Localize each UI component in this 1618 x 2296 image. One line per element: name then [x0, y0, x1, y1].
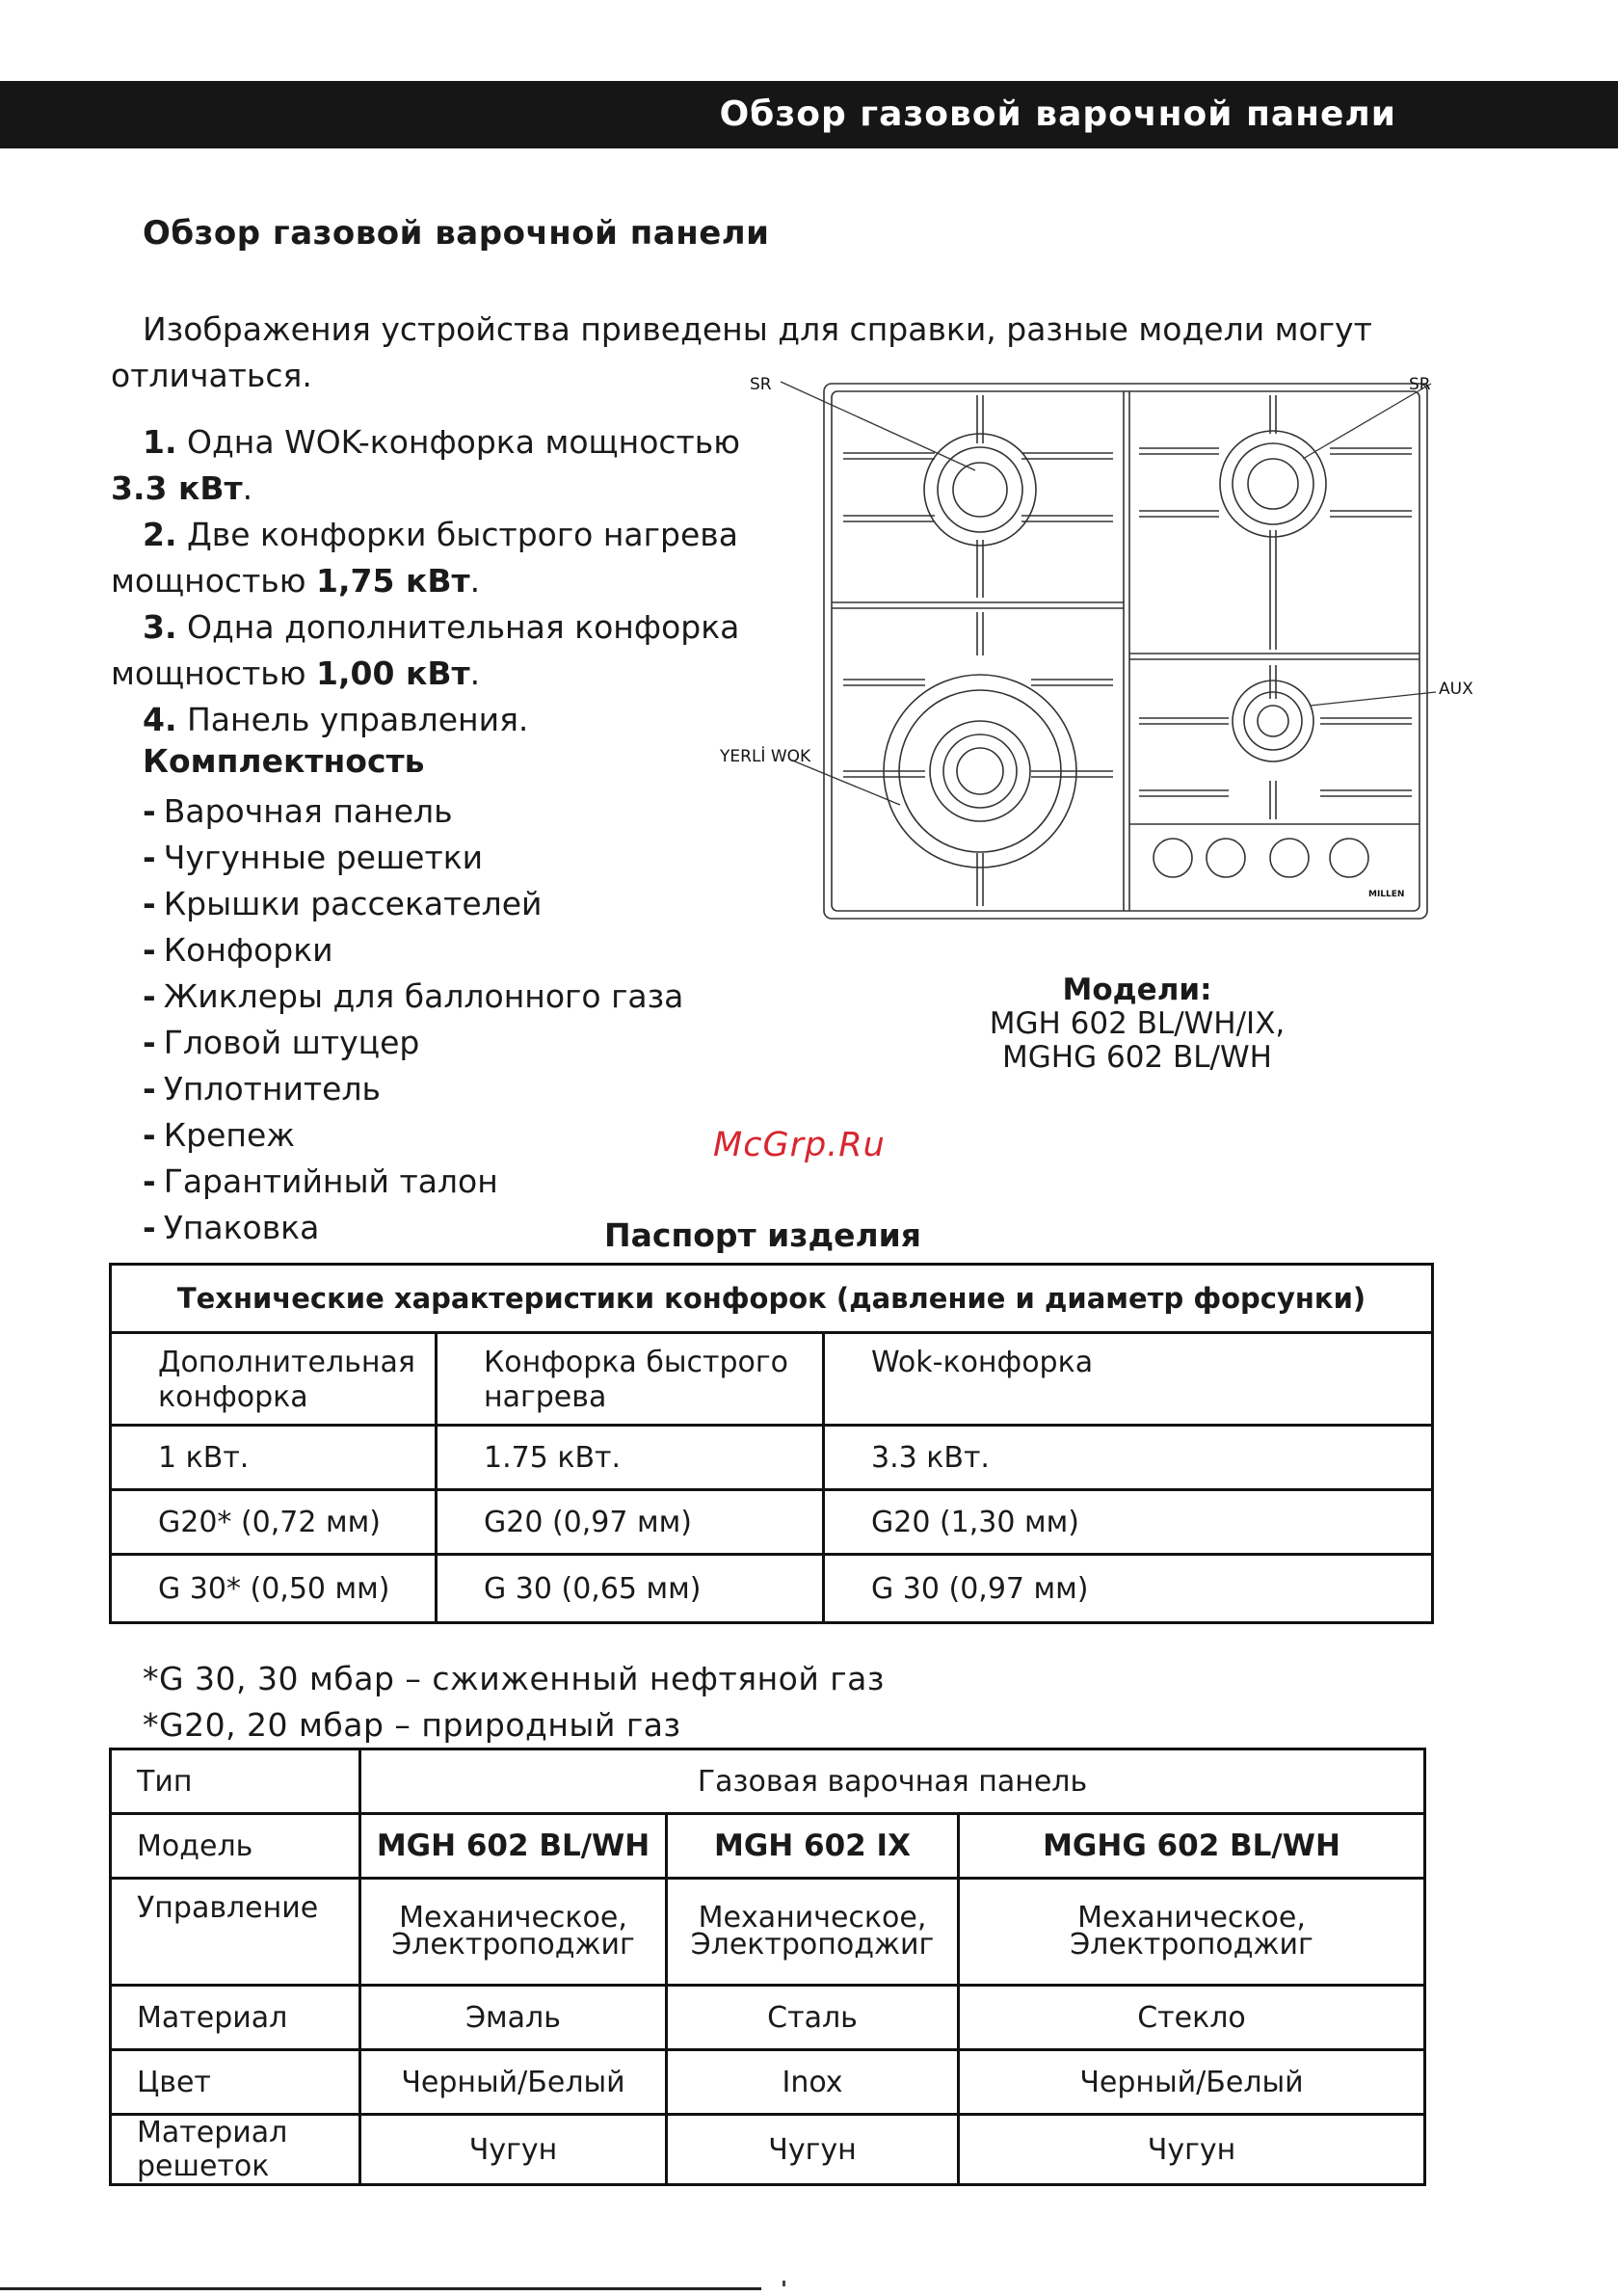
- table-cell: 1.75 кВт.: [437, 1426, 824, 1490]
- hob-outline: [824, 384, 1427, 919]
- table-row: [111, 1879, 1425, 1986]
- table-row: [111, 1986, 1425, 2050]
- burner-table-title: Технические характеристики конфорок (давление и диаметр форсунки): [111, 1265, 1433, 1333]
- models-line: MGH 602 BL/WH/IX,: [989, 1006, 1286, 1041]
- table-header-cell: Конфорка быстрого нагрева: [437, 1333, 824, 1426]
- models-heading: Модели:: [1062, 973, 1212, 1007]
- kit-item: - Жиклеры для баллонного газа: [143, 977, 684, 1015]
- table-row: [111, 1333, 1433, 1426]
- row-label: Цвет: [111, 2050, 360, 2115]
- gas-note: *G 30, 30 мбар – сжиженный нефтяной газ: [143, 1660, 885, 1697]
- table-row: [111, 1555, 1433, 1623]
- section-title: Обзор газовой варочной панели: [143, 214, 770, 253]
- spec-item: 3. Одна дополнительная конфорка мощностью 1,00 кВт.: [111, 608, 740, 692]
- table-cell: G 30 (0,65 мм): [437, 1555, 824, 1623]
- knob: [1270, 839, 1309, 877]
- table-cell: 3.3 кВт.: [824, 1426, 1433, 1490]
- kit-item: - Уплотнитель: [143, 1070, 381, 1108]
- table-row: [111, 1490, 1433, 1555]
- table-row: [111, 2050, 1425, 2115]
- table-cell: Механическое, Электроподжиг: [959, 1879, 1425, 1986]
- model-cell: MGHG 602 BL/WH: [959, 1814, 1425, 1879]
- table-cell: Механическое, Электроподжиг: [667, 1879, 959, 1986]
- kit-item: - Крышки рассекателей: [143, 885, 543, 922]
- label-sr-left: SR: [750, 375, 772, 394]
- kit-list: [143, 788, 683, 1251]
- header-title: Обзор газовой варочной панели: [719, 94, 1396, 134]
- table-cell: Чугун: [959, 2115, 1425, 2185]
- watermark: McGrp.Ru: [713, 1126, 886, 1164]
- models-line: MGHG 602 BL/WH: [1002, 1040, 1272, 1075]
- model-cell: MGH 602 IX: [667, 1814, 959, 1879]
- row-label: Тип: [111, 1749, 360, 1814]
- table-cell: G20 (0,97 мм): [437, 1490, 824, 1555]
- gas-notes: [143, 1656, 885, 1749]
- table-cell: Inox: [667, 2050, 959, 2115]
- table-row: [111, 1814, 1425, 1879]
- table-cell: Сталь: [667, 1986, 959, 2050]
- hob-diagram: [694, 366, 1473, 925]
- kit-item: - Гловой штуцер: [143, 1024, 420, 1061]
- knob: [1330, 839, 1368, 877]
- table-header-cell: Дополнительная конфорка: [111, 1333, 437, 1426]
- table-row: [111, 2115, 1425, 2185]
- spec-table: [109, 1748, 1426, 2186]
- kit-item: - Гарантийный талон: [143, 1162, 498, 1200]
- burner-sr-right: [1220, 431, 1326, 537]
- spec-item: 1. Одна WOK-конфорка мощностью 3.3 кВт.: [111, 423, 740, 507]
- spec-item: 2. Две конфорки быстрого нагрева мощностью 1,75 кВт.: [111, 516, 738, 600]
- kit-item: - Крепеж: [143, 1116, 295, 1154]
- brand-logo: MILLEN: [1368, 890, 1405, 899]
- table-cell: 1 кВт.: [111, 1426, 437, 1490]
- model-cell: MGH 602 BL/WH: [360, 1814, 667, 1879]
- burner-sr-left: [924, 434, 1036, 546]
- kit-item: - Конфорки: [143, 931, 333, 969]
- knob: [1154, 839, 1192, 877]
- label-wok: YERLİ WOK: [720, 747, 811, 766]
- header-band: [0, 81, 1618, 148]
- label-aux: AUX: [1439, 680, 1473, 699]
- footer-mark: [782, 2281, 785, 2286]
- table-row: [111, 1426, 1433, 1490]
- spec-item: 4. Панель управления.: [143, 701, 529, 738]
- kit-item: - Варочная панель: [143, 792, 453, 830]
- gas-note: *G20, 20 мбар – природный газ: [143, 1706, 681, 1744]
- intro-text: Изображения устройства приведены для справки, разные модели могут отличаться.: [111, 310, 1372, 394]
- table-cell: G 30* (0,50 мм): [111, 1555, 437, 1623]
- knob: [1207, 839, 1245, 877]
- row-label: Материал решеток: [111, 2115, 360, 2185]
- table-cell: Черный/Белый: [959, 2050, 1425, 2115]
- table-row: [111, 1749, 1425, 1814]
- row-label: Модель: [111, 1814, 360, 1879]
- table-cell: G20* (0,72 мм): [111, 1490, 437, 1555]
- footer-rule: [0, 2287, 761, 2290]
- passport-title: Паспорт изделия: [604, 1216, 921, 1254]
- table-cell: Газовая варочная панель: [360, 1749, 1425, 1814]
- table-cell: Чугун: [667, 2115, 959, 2185]
- spec-list: [111, 419, 747, 743]
- burner-table: [109, 1263, 1434, 1624]
- row-label: Материал: [111, 1986, 360, 2050]
- label-sr-right: SR: [1409, 375, 1431, 394]
- kit-item: - Чугунные решетки: [143, 839, 484, 876]
- table-cell: G 30 (0,97 мм): [824, 1555, 1433, 1623]
- table-cell: Стекло: [959, 1986, 1425, 2050]
- row-label: Управление: [111, 1879, 360, 1986]
- models-block: [925, 974, 1349, 1075]
- table-cell: Эмаль: [360, 1986, 667, 2050]
- table-cell: Чугун: [360, 2115, 667, 2185]
- table-cell: Механическое, Электроподжиг: [360, 1879, 667, 1986]
- kit-item: - Упаковка: [143, 1209, 320, 1246]
- table-cell: G20 (1,30 мм): [824, 1490, 1433, 1555]
- table-cell: Черный/Белый: [360, 2050, 667, 2115]
- table-header-cell: Wok-конфорка: [824, 1333, 1433, 1426]
- kit-title: Комплектность: [143, 742, 425, 780]
